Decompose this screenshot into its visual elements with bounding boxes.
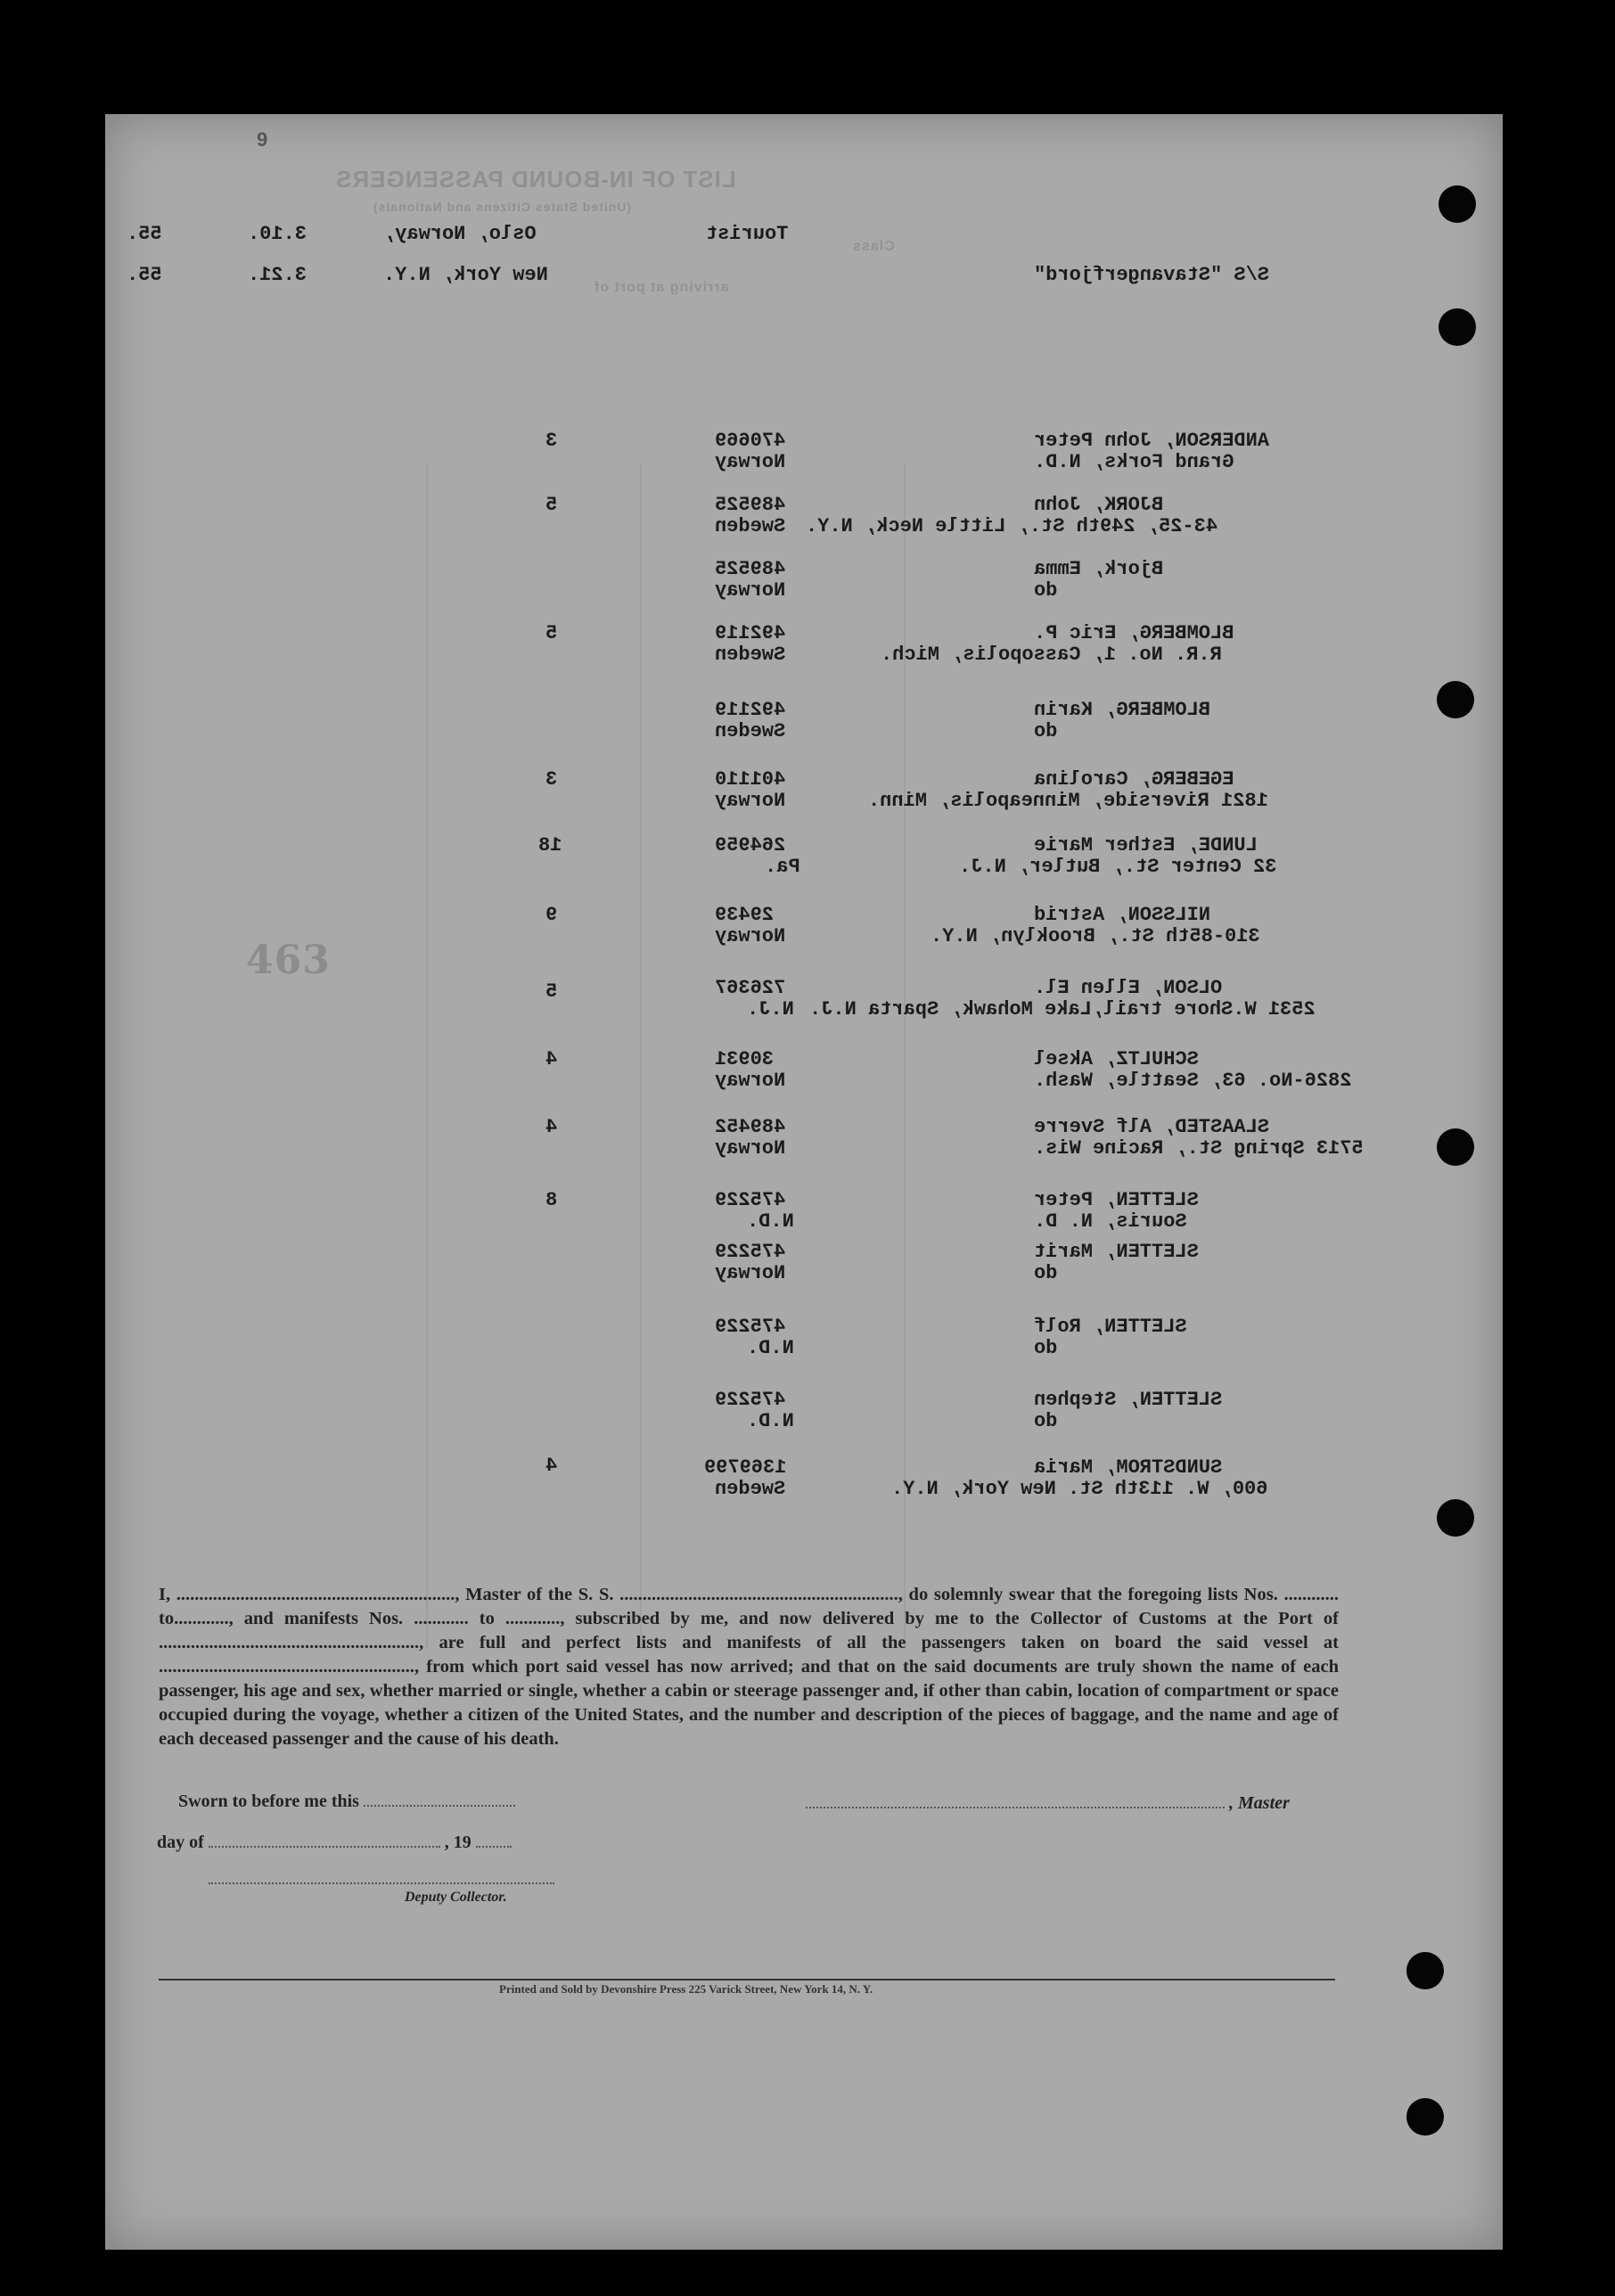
- passenger-code: 3: [545, 430, 558, 452]
- passenger-place: Norway: [715, 451, 786, 473]
- passenger-address: 2826-No. 63, Seattle, Wash.: [1034, 1070, 1352, 1092]
- year-line: [476, 1846, 512, 1848]
- passenger-address: do: [1034, 1337, 1058, 1359]
- passenger-address: do: [1034, 579, 1058, 602]
- passenger-name: BLOMBERG, Karin: [1034, 699, 1211, 721]
- passenger-number: 470669: [715, 430, 786, 452]
- passenger-name: SCHULTZ, Aksel: [1034, 1048, 1199, 1070]
- punch-hole: [1439, 185, 1476, 223]
- header-date-1: 3.10.: [248, 223, 307, 245]
- passenger-entry: [105, 1187, 1503, 1241]
- passenger-address: Grand Forks, N.D.: [1034, 451, 1234, 473]
- passenger-number: 401110: [715, 768, 786, 791]
- passenger-number: 475229: [715, 1189, 786, 1211]
- passenger-place: Pa.: [765, 856, 800, 878]
- passenger-number: 1369799: [704, 1456, 787, 1479]
- passenger-place: N.D.: [747, 1210, 794, 1233]
- passenger-number: 30931: [715, 1048, 775, 1070]
- punch-hole: [1437, 1128, 1474, 1166]
- passenger-code: 8: [545, 1189, 558, 1211]
- passenger-entry: [105, 1314, 1503, 1367]
- passenger-code: 4: [545, 1455, 558, 1477]
- passenger-name: SLAASTED, Alf Sverre: [1034, 1116, 1270, 1138]
- page-number: 9: [257, 128, 269, 151]
- passenger-code: 18: [538, 834, 562, 857]
- oath-text: I, ............................................................., Master of the S. S. ............................................................., do solemnly swear that the foregoing lists Nos. ............ to............, and manifests Nos. ............ to ............, subscribed by me, and now delivered by me to the Collector of Customs at the Port of ........................................................., are full and perfect lists and manifests of all the passengers taken on board the said vessel at ........................................................, from which port said vessel has now arrived; and that on the said documents are truly shown the name of each passenger, his age and sex, whether married or single, whether a cabin or steerage passenger and, if other than cabin, location of compartment or space occupied during the voyage, whether a citizen of the United States, and the number and description of the pieces of baggage, and the name and age of each deceased passenger and the cause of his death.: [159, 1585, 1339, 1749]
- passenger-name: SUNDSTROM, Maria: [1034, 1456, 1223, 1479]
- passenger-place: N.D.: [747, 1410, 794, 1432]
- passenger-code: 3: [545, 768, 558, 791]
- punch-hole: [1406, 1952, 1444, 1989]
- sworn-row: [178, 1792, 515, 1812]
- passenger-place: N.D.: [747, 1337, 794, 1359]
- printer-imprint: Printed and Sold by Devonshire Press 225 Varick Street, New York 14, N. Y.: [499, 1982, 873, 1996]
- passenger-entry: [105, 492, 1503, 545]
- master-signature-line: [806, 1807, 1225, 1808]
- passenger-number: 726367: [715, 977, 786, 999]
- faint-stamp-number: 463: [246, 938, 331, 983]
- footer-rule: [159, 1979, 1335, 1980]
- passenger-entry: [105, 1046, 1503, 1100]
- header-year-1: 55.: [127, 223, 162, 245]
- arriving-label-bleed: arriving at port of: [594, 280, 729, 295]
- master-signature-row: [806, 1793, 1290, 1814]
- punch-hole: [1406, 2098, 1444, 2136]
- form-title-bleed: LIST OF IN-BOUND PASSENGERS: [335, 166, 736, 193]
- manifest-page: [105, 114, 1503, 2250]
- punch-hole: [1437, 1499, 1474, 1537]
- passenger-place: Sweden: [715, 515, 786, 537]
- passenger-number: 29439: [715, 904, 775, 926]
- passenger-number: 475229: [715, 1241, 786, 1263]
- passenger-name: OLSON, Ellen El.: [1034, 977, 1223, 999]
- passenger-address: do: [1034, 1410, 1058, 1432]
- deputy-row: [209, 1882, 554, 1906]
- deputy-label: Deputy Collector.: [405, 1890, 507, 1905]
- passenger-name: SLETTEN, Marit: [1034, 1241, 1199, 1263]
- passenger-place: Norway: [715, 1262, 786, 1284]
- passenger-entry: [105, 1239, 1503, 1292]
- punch-hole: [1439, 308, 1476, 346]
- passenger-place: Norway: [715, 925, 786, 947]
- oath-paragraph: [159, 1583, 1339, 1751]
- passenger-code: 4: [545, 1116, 558, 1138]
- header-year-2: 55.: [127, 264, 162, 286]
- passenger-number: 475229: [715, 1316, 786, 1338]
- sworn-label: Sworn to before me this: [178, 1792, 359, 1811]
- passenger-code: 4: [545, 1048, 558, 1070]
- passenger-entry: [105, 832, 1503, 886]
- master-label: , Master: [1229, 1793, 1290, 1813]
- passenger-address: 310-85th St., Brooklyn, N.Y.: [930, 925, 1260, 947]
- passenger-address: 600, W. 113th St. New York, N.Y.: [891, 1478, 1268, 1500]
- day-of-line: [209, 1846, 440, 1848]
- passenger-entry: [105, 975, 1503, 1050]
- day-row: [157, 1833, 512, 1853]
- passenger-place: Norway: [715, 1070, 786, 1092]
- passenger-address: R.R. No. 1, Cassopolis, Mich.: [881, 644, 1222, 666]
- passenger-number: 492119: [715, 622, 786, 644]
- passenger-number: 492119: [715, 699, 786, 721]
- passenger-name: SLETTEN, Peter: [1034, 1189, 1199, 1211]
- passenger-code: 5: [545, 494, 558, 516]
- header-class: Tourist: [706, 223, 789, 245]
- passenger-place: Norway: [715, 1137, 786, 1160]
- passenger-address: 32 Center St., Butler, N.J.: [959, 856, 1277, 878]
- passenger-place: N.J.: [747, 998, 794, 1021]
- passenger-address: 5713 Spring St., Racine Wis.: [1034, 1137, 1364, 1160]
- header-port: New York, N.Y.: [383, 264, 548, 286]
- passenger-number: 475229: [715, 1389, 786, 1411]
- passenger-place: Norway: [715, 790, 786, 812]
- passenger-address: 2531 W.Shore trail,Lake Mohawk, Sparta N.J.: [809, 998, 1316, 1021]
- passenger-address: 43-25, 249th St., Little Neck, N.Y.: [806, 515, 1218, 537]
- passenger-code: 5: [545, 980, 558, 1003]
- year-prefix: , 19: [444, 1833, 471, 1852]
- passenger-name: EGEBERG, Carolina: [1034, 768, 1234, 791]
- sworn-date-line: [364, 1805, 515, 1807]
- passenger-name: BLOMBERG, Eric P.: [1034, 622, 1234, 644]
- passenger-entry: [105, 767, 1503, 820]
- passenger-name: SLETTEN, Rolf: [1034, 1316, 1187, 1338]
- class-label-bleed: Class: [852, 239, 895, 254]
- punch-hole: [1437, 681, 1474, 718]
- passenger-number: 489525: [715, 494, 786, 516]
- passenger-place: Sweden: [715, 644, 786, 666]
- passenger-number: 264959: [715, 834, 786, 857]
- header-from: Oslo, Norway,: [383, 223, 537, 245]
- passenger-name: NILSSON, Astrid: [1034, 904, 1211, 926]
- passenger-address: do: [1034, 1262, 1058, 1284]
- passenger-entry: [105, 428, 1503, 481]
- passenger-address: Souris, N. D.: [1034, 1210, 1187, 1233]
- passenger-place: Norway: [715, 579, 786, 602]
- header-date-2: 3.21.: [248, 264, 307, 286]
- passenger-name: BJORK, John: [1034, 494, 1164, 516]
- passenger-name: SLETTEN, Stephen: [1034, 1389, 1223, 1411]
- form-subtitle-bleed: (United States Citizens and Nationals): [373, 200, 632, 214]
- deputy-signature-line: [209, 1882, 554, 1884]
- passenger-entry: [105, 1387, 1503, 1440]
- passenger-entry: [105, 556, 1503, 610]
- passenger-place: Sweden: [715, 720, 786, 742]
- passenger-name: Bjork, Emma: [1034, 558, 1164, 580]
- passenger-code: 5: [545, 622, 558, 644]
- passenger-entry: [105, 620, 1503, 674]
- passenger-name: ANDERSON, John Peter: [1034, 430, 1270, 452]
- day-of-label: day of: [157, 1833, 204, 1852]
- passenger-entry: [105, 1455, 1503, 1508]
- passenger-entry: [105, 1114, 1503, 1168]
- passenger-address: 1821 Riverside, Minneapolis, Minn.: [868, 790, 1268, 812]
- passenger-code: 9: [545, 904, 558, 926]
- passenger-name: LUNDE, Esther Marie: [1034, 834, 1258, 857]
- passenger-place: Sweden: [715, 1478, 786, 1500]
- passenger-entry: [105, 697, 1503, 750]
- passenger-number: 489525: [715, 558, 786, 580]
- header-ship: S/S "Stavangerfjord": [1034, 264, 1270, 286]
- passenger-number: 489452: [715, 1116, 786, 1138]
- passenger-address: do: [1034, 720, 1058, 742]
